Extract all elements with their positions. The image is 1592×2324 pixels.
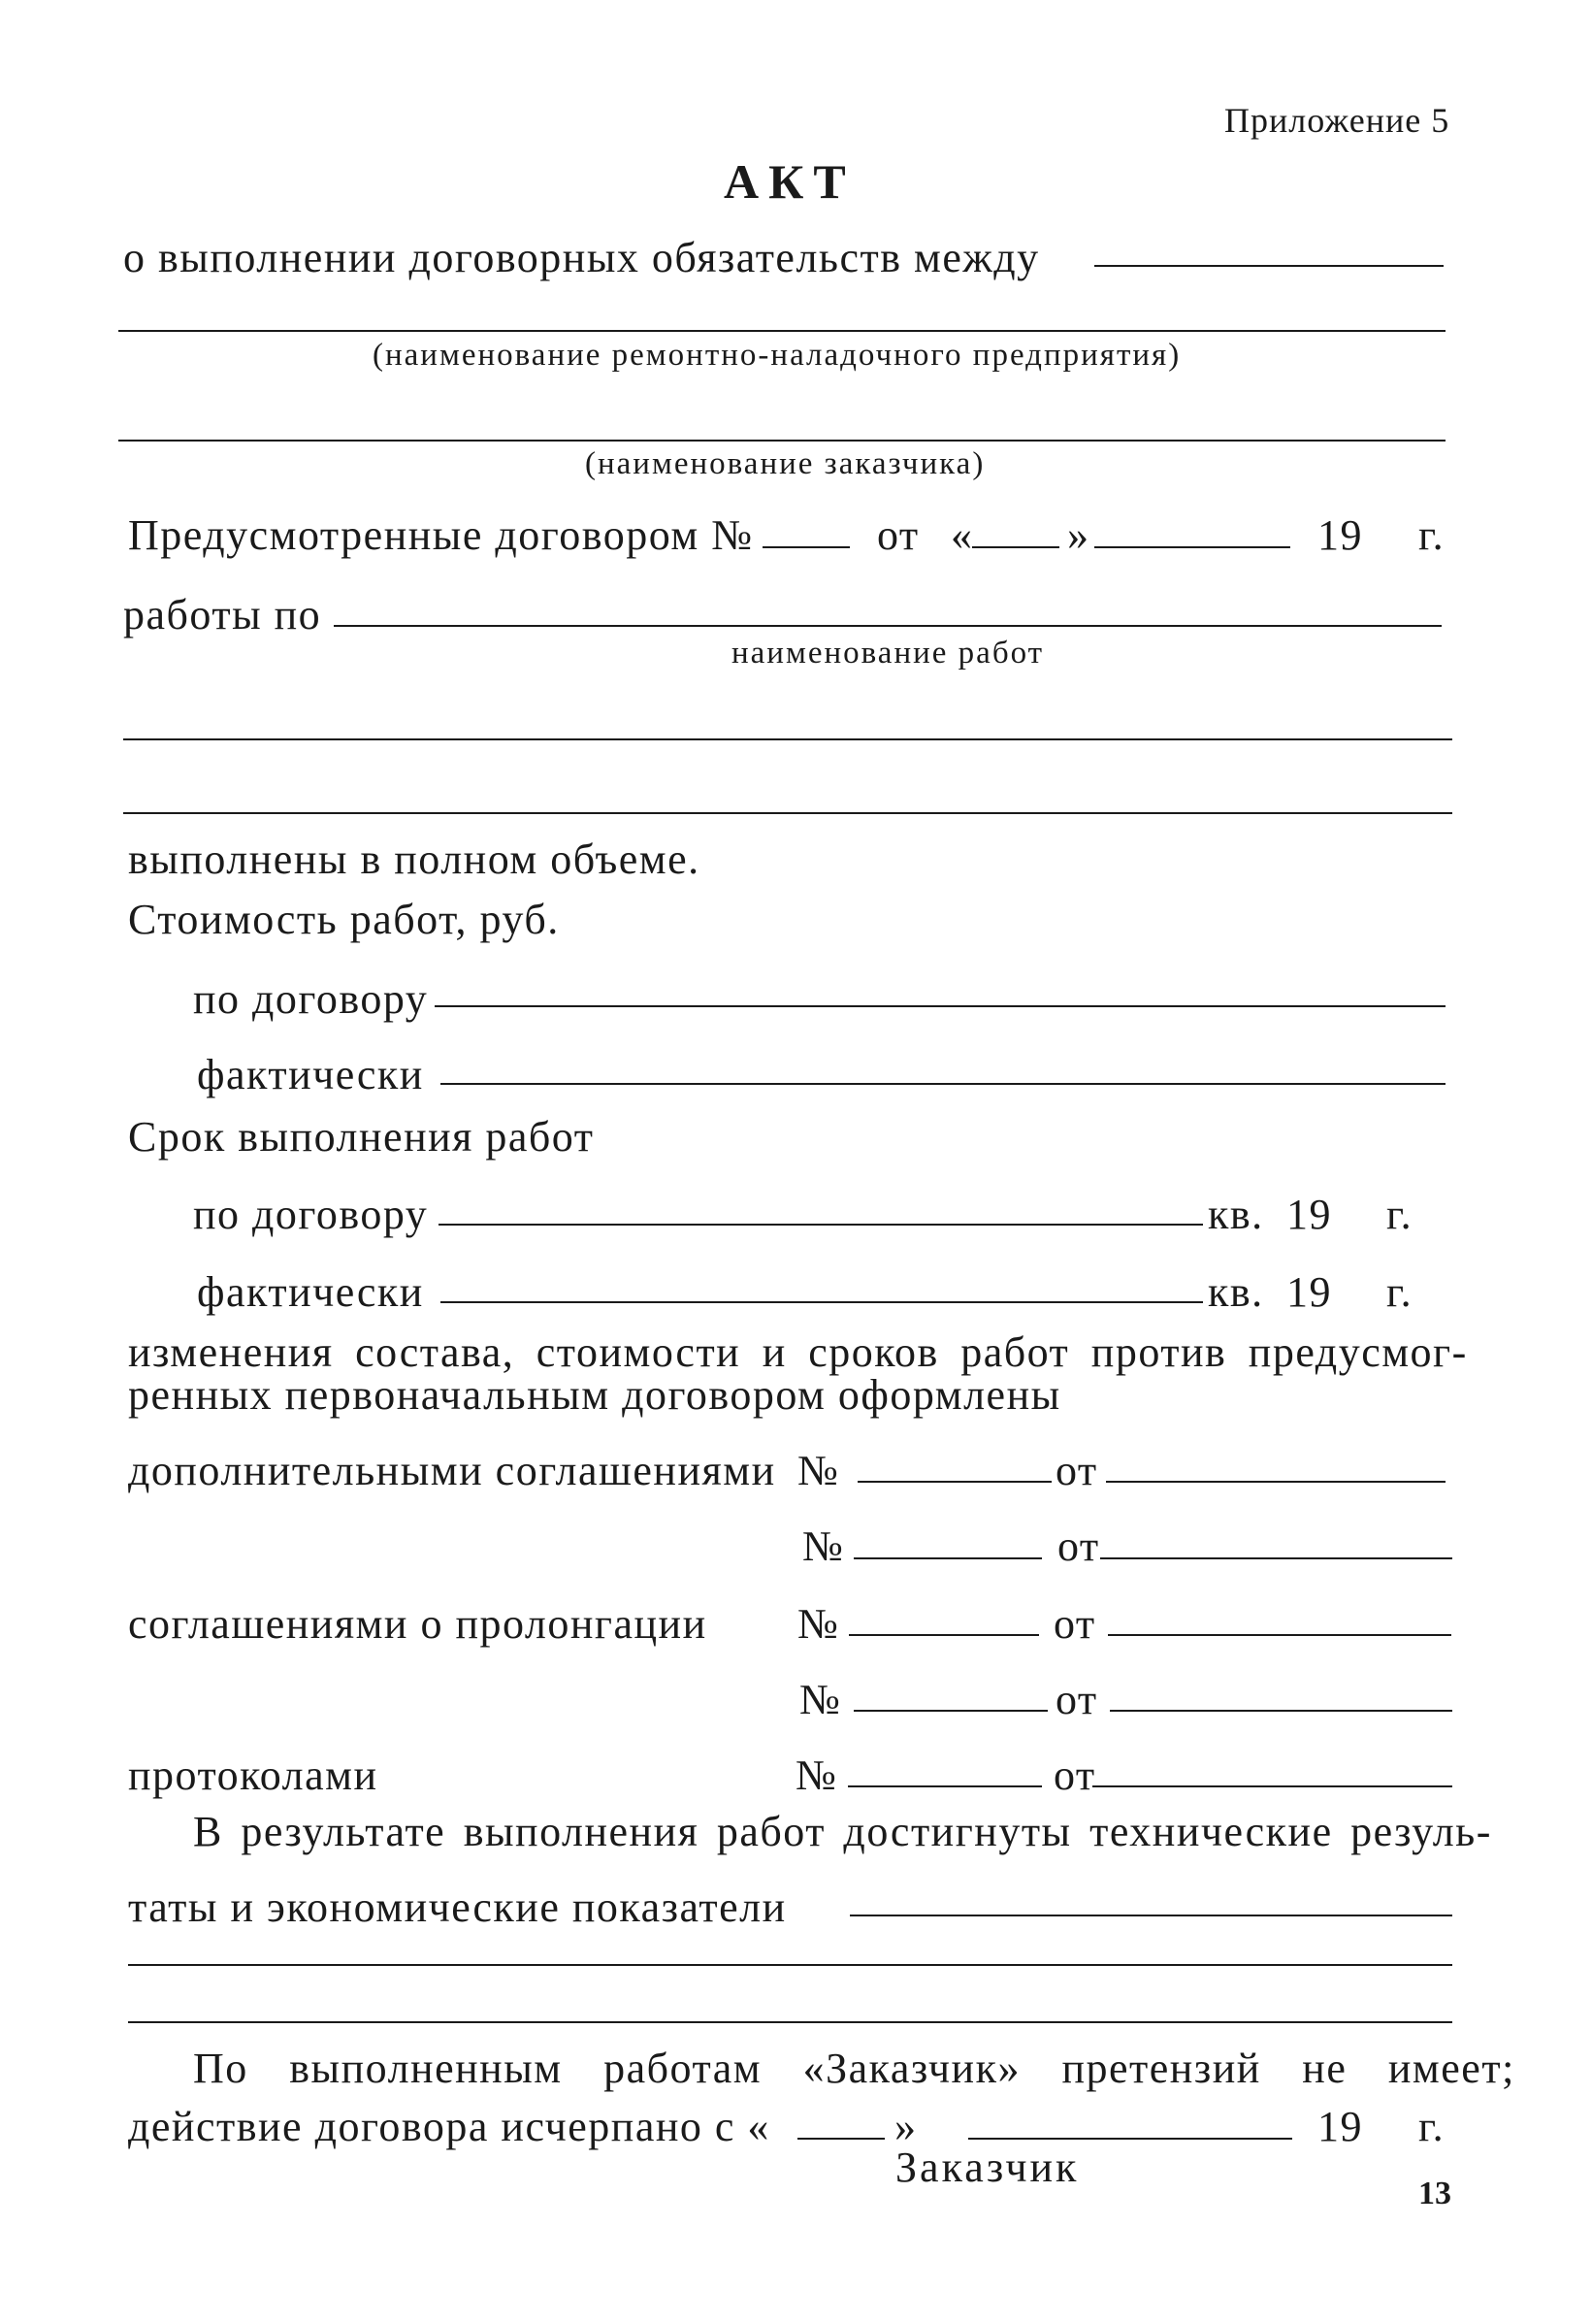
result-line-1: В результате выполнения работ достигнуты технические резуль- [193,1808,1492,1855]
term-by-contract-line [439,1224,1203,1226]
claims-line-1: По выполненным работам «Заказчик» претензий не имеет; [193,2045,1515,2092]
prolongation-no-2: № [799,1676,842,1723]
term-actual-line [440,1301,1203,1303]
customer-fill-line [118,440,1446,442]
completed-text: выполнены в полном объеме. [128,835,700,883]
prolongation-from-line-2 [1110,1710,1452,1712]
contract-from-label: от [877,511,920,559]
contract-year: 19 [1317,511,1363,559]
term-actual-kv: кв. [1208,1268,1264,1316]
contract-quote-close: » [1067,511,1090,559]
cost-heading: Стоимость работ, руб. [128,896,560,943]
prolongation-no-1: № [797,1600,840,1648]
contract-day-line [972,546,1059,548]
contractor-fill-line-2 [118,330,1446,332]
result-fill-line-3 [128,2021,1452,2023]
prolongation-no-line-2 [854,1710,1048,1712]
term-actual-g: г. [1386,1268,1413,1316]
contract-quote-open: « [951,511,974,559]
prolongation-from-2: от [1056,1676,1098,1723]
changes-line-2: ренных первоначальным договором оформлены [128,1371,1061,1419]
contract-number-label: Предусмотренные договором № [128,511,754,559]
works-fill-line-3 [123,812,1452,814]
works-fill-line-2 [123,738,1452,740]
additional-no-1: № [797,1447,840,1494]
additional-agreements-label: дополнительными соглашениями [128,1447,776,1494]
additional-from-2: от [1057,1522,1100,1570]
additional-from-1: от [1056,1447,1098,1494]
cost-actual-line [440,1083,1446,1085]
protocols-no-line [848,1785,1042,1787]
cost-by-contract-line [435,1005,1446,1007]
protocols-from-line [1092,1785,1452,1787]
prolongation-label: соглашениями о пролонгации [128,1600,707,1648]
claims-line-2-prefix: действие договора исчерпано с « [128,2103,770,2150]
term-by-contract-year: 19 [1286,1191,1332,1238]
term-actual-year: 19 [1286,1268,1332,1316]
claims-year: 19 [1317,2103,1363,2150]
protocols-label: протоколами [128,1751,378,1799]
works-label: работы по [123,591,322,638]
cost-by-contract-label: по договору [193,975,429,1023]
document-title: АКТ [724,154,856,209]
works-fill-line-1 [334,625,1442,627]
term-by-contract-kv: кв. [1208,1191,1264,1238]
caption-customer: (наименование заказчика) [585,446,986,481]
page-number: 13 [1418,2176,1451,2211]
term-actual-label: фактически [197,1268,424,1316]
prolongation-no-line-1 [849,1634,1039,1636]
cost-actual-label: фактически [197,1051,424,1098]
caption-works: наименование работ [731,636,1045,671]
contract-g: г. [1418,511,1446,559]
caption-contractor: (наименование ремонтно-наладочного предприятия) [373,338,1182,373]
additional-from-line-2 [1100,1557,1452,1559]
claims-day-line [797,2138,885,2140]
additional-no-2: № [802,1522,845,1570]
term-by-contract-g: г. [1386,1191,1413,1238]
protocols-from: от [1054,1751,1096,1799]
contract-month-line [1094,546,1290,548]
claims-g: г. [1418,2103,1446,2150]
signature-customer: Заказчик [895,2144,1080,2191]
additional-from-line-1 [1106,1481,1446,1483]
additional-no-line-1 [858,1481,1052,1483]
claims-quote-close: » [894,2103,918,2150]
prolongation-from-1: от [1054,1600,1096,1648]
protocols-no: № [796,1751,838,1799]
additional-no-line-2 [854,1557,1042,1559]
term-heading: Срок выполнения работ [128,1113,595,1161]
changes-line-1: изменения состава, стоимости и сроков работ против предусмог- [128,1328,1468,1376]
result-line-2: таты и экономические показатели [128,1883,787,1931]
term-by-contract-label: по договору [193,1191,429,1238]
appendix-label: Приложение 5 [1224,101,1450,140]
contract-number-line [763,546,850,548]
contractor-fill-line-1 [1094,265,1444,267]
document-subtitle: о выполнении договорных обязательств между [123,234,1040,281]
claims-month-line [968,2138,1292,2140]
prolongation-from-line-1 [1108,1634,1451,1636]
result-fill-line-1 [850,1915,1452,1916]
result-fill-line-2 [128,1964,1452,1966]
